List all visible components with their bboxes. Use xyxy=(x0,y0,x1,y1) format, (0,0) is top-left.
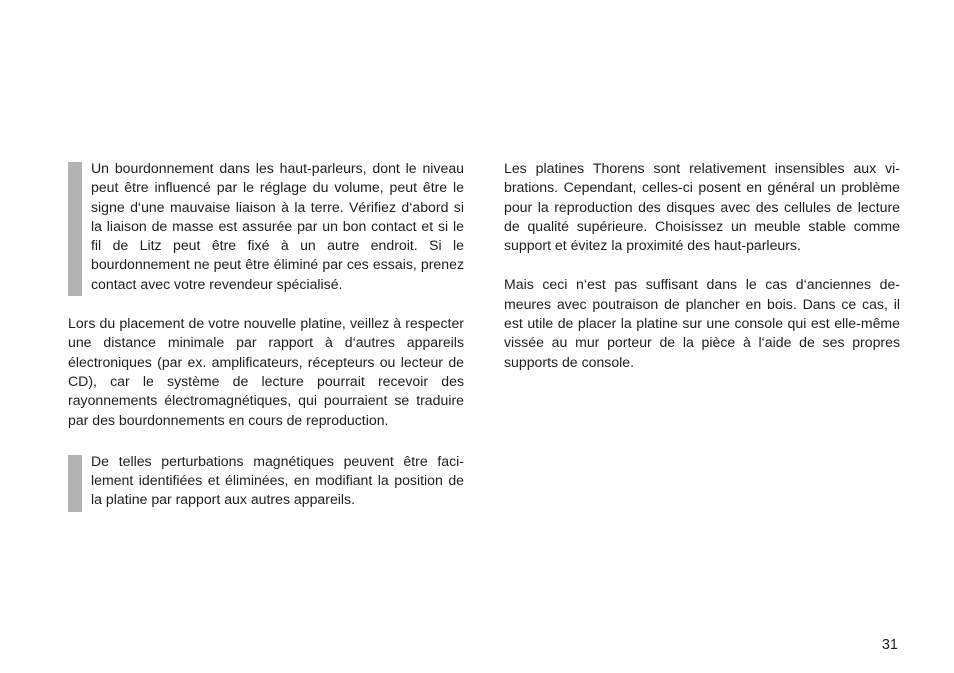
paragraph-text: Lors du placement de votre nouvelle platine, veillez à respecter une distance minimale par rapport à d‘autres appareils électroniques (par ex. amplificateurs, récepteurs ou lecteur de CD), car le système de lecture pourrait recevoir des rayonnements électromagnétiques, qui pourraient se traduire par des bourdonnements en cours de reproduction. xyxy=(68,315,464,428)
paragraph-text: Mais ceci n‘est pas suffisant dans le cas d‘anciennes demeures avec poutraison de plancher en bois. Dans ce cas, il est utile de placer la platine sur une console qui est elle-même vissée au mur porteur de la pièce à l‘aide de ses propres supports de console. xyxy=(504,276,900,370)
paragraph-text: Les platines Thorens sont relativement insensibles aux vibrations. Cependant, celles-ci posent en général un problème pour la reproduction des disques avec des cellules de lecture de qualité supérieure. Choisissez un meuble stable comme support et évitez la proximité des haut-parleurs. xyxy=(504,160,900,254)
paragraph-placement xyxy=(68,314,464,430)
paragraph-text: Un bourdonnement dans les haut-parleurs, dont le niveau peut être influencé par le réglage du volume, peut être le signe d‘une mauvaise liaison à la terre. Vérifiez d‘abord si la liaison de masse est assurée par un bon contact et si le fil de Litz peut être fixé à un autre endroit. Si le bourdonnement ne peut être éliminé par ces essais, prenez contact avec votre revendeur spécialisé. xyxy=(91,160,464,292)
notice-paragraph-interference xyxy=(68,452,464,510)
notice-bar xyxy=(68,455,82,512)
paragraph-text: De telles perturbations magnétiques peuvent être facilement identifiées et éliminées, en modifiant la position de la platine par rapport aux autres appareils. xyxy=(91,452,464,508)
notice-paragraph-hum xyxy=(68,159,464,294)
right-column xyxy=(504,159,900,372)
paragraph-wooden-floors xyxy=(504,275,900,371)
page-number: 31 xyxy=(881,637,898,653)
left-column xyxy=(68,159,464,510)
paragraph-vibrations xyxy=(504,159,900,255)
notice-bar xyxy=(68,162,82,296)
